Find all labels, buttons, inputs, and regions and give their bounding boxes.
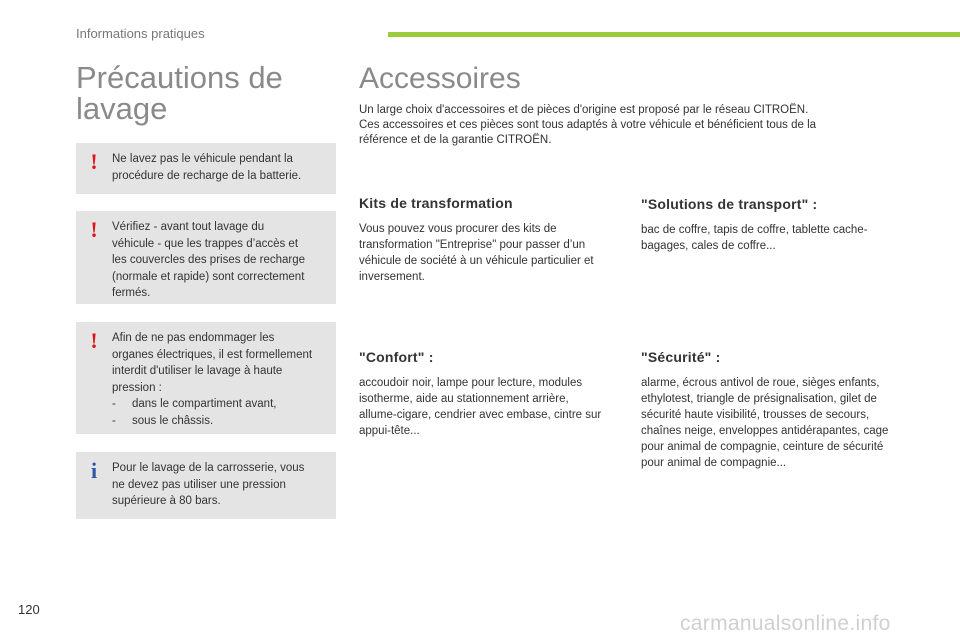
intro-line: Un large choix d'accessoires et de pièces d'origine est proposé par le réseau CITROËN.	[359, 104, 809, 116]
intro-line: référence et de la garantie CITROËN.	[359, 134, 552, 146]
section-heading: "Sécurité" :	[641, 349, 721, 365]
warning-note-hatches	[76, 211, 336, 304]
left-title-line: lavage	[76, 91, 168, 126]
note-line: Pour le lavage de la carrosserie, vous	[112, 462, 305, 474]
section-heading: "Solutions de transport" :	[641, 196, 818, 212]
header-accent-bar	[388, 32, 960, 37]
warning-note-charging	[76, 143, 336, 194]
left-section-title	[76, 62, 336, 124]
section-transport-solutions	[641, 196, 903, 254]
note-line: ne devez pas utiliser une pression	[112, 478, 286, 491]
section-comfort	[359, 349, 609, 439]
note-line: fermés.	[112, 287, 151, 299]
section-body: bac de coffre, tapis de coffre, tablette cache-bagages, cales de coffre...	[641, 224, 868, 252]
note-line: supérieure à 80 bars.	[112, 495, 221, 507]
note-line: pression :	[112, 381, 162, 394]
right-section-title: Accessoires	[359, 62, 521, 95]
accessories-intro	[359, 103, 879, 148]
intro-line: Ces accessoires et ces pièces sont tous adaptés à votre véhicule et bénéficient tous de la	[359, 119, 817, 131]
note-line: interdit d'utiliser le lavage à haute	[112, 365, 283, 377]
section-body: accoudoir noir, lampe pour lecture, modules isotherme, aide au stationnement arrière, allume-cigare, cendrier avec embase, cintre sur appui-tête...	[359, 377, 602, 437]
page-number: 120	[18, 602, 40, 617]
section-body: Vous pouvez vous procurer des kits de transformation "Entreprise" pour passer d’un véhicule de société à un véhicule particulier et inversement.	[359, 223, 594, 283]
info-note-pressure	[76, 452, 336, 519]
header-label: Informations pratiques	[76, 26, 205, 41]
section-security	[641, 349, 907, 471]
note-list-text: sous le châssis.	[132, 414, 214, 427]
note-line: Afin de ne pas endommager les	[112, 332, 275, 344]
note-line: les couvercles des prises de recharge	[112, 254, 306, 266]
note-line: véhicule - que les trappes d’accès et	[112, 237, 299, 250]
note-line: Ne lavez pas le véhicule pendant la	[112, 153, 293, 165]
section-heading: Kits de transformation	[359, 195, 513, 211]
info-icon: i	[90, 458, 98, 483]
section-body: alarme, écrous antivol de roue, sièges enfants, ethylotest, triangle de présignalisation, gilet de sécurité haute visibilité, trousses de secours, chaînes neige, enveloppes antidérapantes, cage pour animal de compagnie, ceinture de sécurité pour animal de compagnie...	[641, 377, 889, 469]
note-line: organes électriques, il est formellement	[112, 348, 313, 361]
watermark: carmanualsonline.info	[680, 612, 891, 635]
note-list-text: dans le compartiment avant,	[132, 398, 277, 410]
warning-icon: !	[90, 328, 98, 353]
note-line: (normale et rapide) sont correctement	[112, 270, 305, 283]
note-list-item: - dans le compartiment avant,	[112, 398, 277, 410]
note-list-item: - sous le châssis.	[112, 414, 214, 427]
section-transformation-kits	[359, 195, 619, 285]
warning-icon: !	[90, 217, 98, 242]
note-line: procédure de recharge de la batterie.	[112, 169, 302, 182]
left-title-line: Précautions de	[76, 60, 283, 95]
section-heading: "Confort" :	[359, 349, 434, 365]
note-line: Vérifiez - avant tout lavage du	[112, 221, 265, 233]
warning-note-high-pressure	[76, 322, 336, 434]
warning-icon: !	[90, 149, 98, 174]
